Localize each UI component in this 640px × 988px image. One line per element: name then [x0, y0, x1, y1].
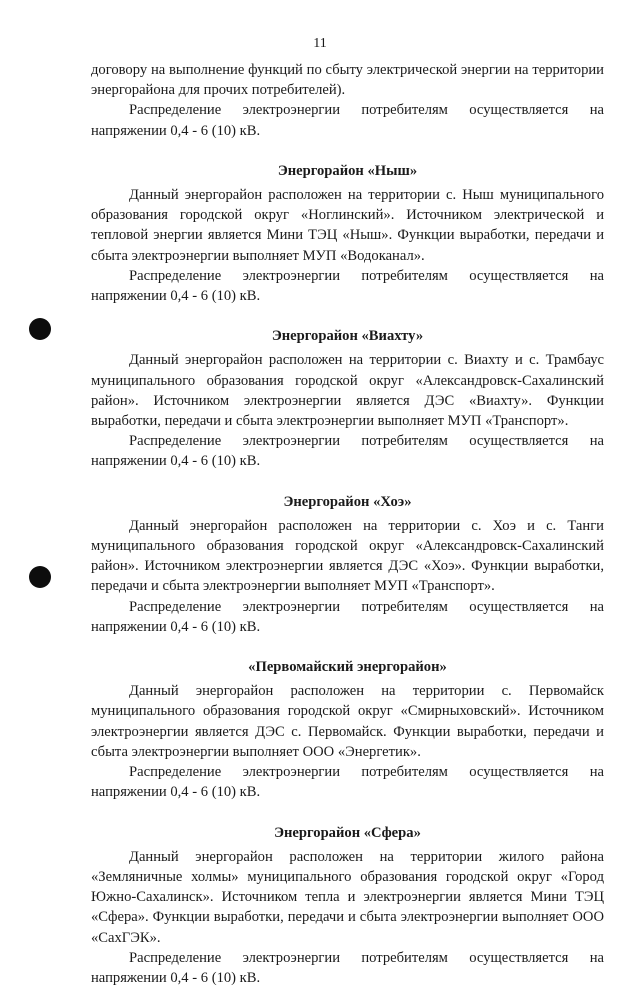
- section-khoe: [91, 492, 604, 637]
- paragraph-distribution: Распределение электроэнергии потребителям осуществляется на напряжении 0,4 - 6 (10) кВ.: [91, 100, 604, 140]
- section-distribution: Распределение электроэнергии потребителям осуществляется на напряжении 0,4 - 6 (10) кВ.: [91, 431, 604, 471]
- section-heading: Энергорайон «Виахту»: [91, 326, 604, 346]
- section-description: Данный энергорайон расположен на территории с. Хоэ и с. Танги муниципального образования городской округ «Александровск-Сахалинский район». Источником электроэнергии является ДЭС «Хоэ». Функции выработки, передачи и сбыта электроэнергии выполняет МУП «Транспорт».: [91, 516, 604, 597]
- section-distribution: Распределение электроэнергии потребителям осуществляется на напряжении 0,4 - 6 (10) кВ.: [91, 762, 604, 802]
- section-distribution: Распределение электроэнергии потребителям осуществляется на напряжении 0,4 - 6 (10) кВ.: [91, 948, 604, 988]
- section-heading: «Первомайский энергорайон»: [91, 657, 604, 677]
- section-description: Данный энергорайон расположен на территории с. Ныш муниципального образования городской округ «Ноглинский». Источником электрической и тепловой энергии является Мини ТЭЦ «Ныш». Функции выработки, передачи и сбыта электроэнергии выполняет МУП «Водоканал».: [91, 185, 604, 266]
- section-distribution: Распределение электроэнергии потребителям осуществляется на напряжении 0,4 - 6 (10) кВ.: [91, 597, 604, 637]
- section-nysh: [91, 161, 604, 306]
- section-description: Данный энергорайон расположен на территории с. Виахту и с. Трамбаус муниципального образования городской округ «Александровск-Сахалинский район». Источником электроэнергии является ДЭС «Виахту». Функции выработки, передачи и сбыта электроэнергии выполняет МУП «Транспорт».: [91, 350, 604, 431]
- section-heading: Энергорайон «Сфера»: [91, 823, 604, 843]
- binder-hole-mark: [29, 566, 51, 588]
- section-pervomaisky: [91, 657, 604, 802]
- document-body: [91, 60, 604, 988]
- paragraph-continuation: договору на выполнение функций по сбыту электрической энергии на территории энергорайона для прочих потребителей).: [91, 60, 604, 100]
- section-sfera: [91, 823, 604, 988]
- section-distribution: Распределение электроэнергии потребителям осуществляется на напряжении 0,4 - 6 (10) кВ.: [91, 266, 604, 306]
- page-number: 11: [0, 36, 640, 52]
- section-description: Данный энергорайон расположен на территории с. Первомайск муниципального образования городской округ «Смирныховский». Источником электроэнергии является ДЭС с. Первомайск. Функции выработки, передачи и сбыта электроэнергии выполняет ООО «Энергетик».: [91, 681, 604, 762]
- section-description: Данный энергорайон расположен на территории жилого района «Земляничные холмы» муниципального образования городской округ «Город Южно-Сахалинск». Источником тепла и электроэнергии является Мини ТЭЦ «Сфера». Функции выработки, передачи и сбыта электроэнергии выполняет ООО «СахГЭК».: [91, 847, 604, 948]
- section-heading: Энергорайон «Ныш»: [91, 161, 604, 181]
- binder-hole-mark: [29, 318, 51, 340]
- section-heading: Энергорайон «Хоэ»: [91, 492, 604, 512]
- section-viakhtu: [91, 326, 604, 471]
